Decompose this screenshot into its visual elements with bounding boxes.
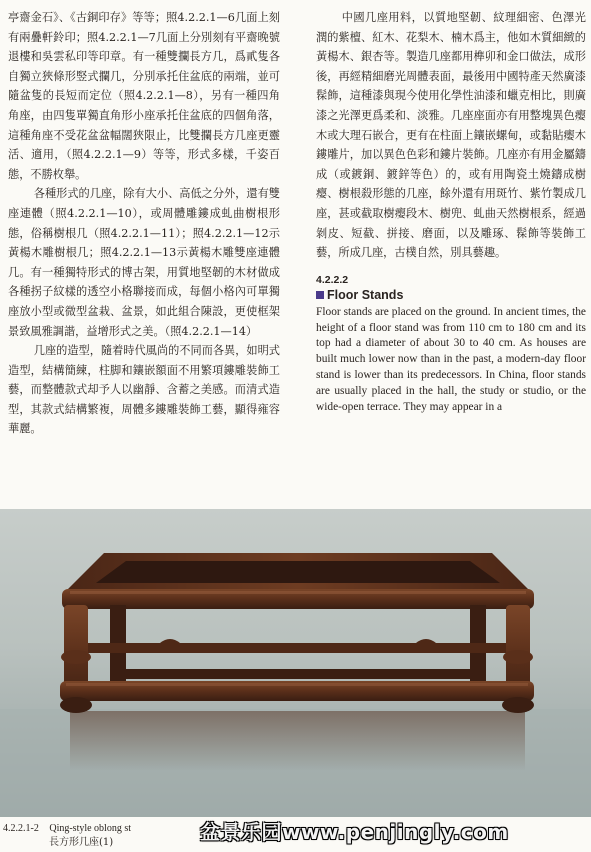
section-title: Floor Stands bbox=[327, 287, 404, 302]
left-paragraph-2: 各種形式的几座，除有大小、高低之分外，還有雙座連體（照4.2.2.1—10），或周體雕鏤成虬曲樹根形態，俗稱樹根几（照4.2.2.1—11）；照4.2.2.1—12示黃楊木雕樹根几；照4.2.2.1—13示黃楊木雕雙座連體几。有一種獨特形式的博古架，用質地堅韌的木材做成各種拐子紋樣的透空小格聯接而成，每個小格內可單獨座放小型或微型盆栽、盆景，如此組合陳設，更使框架景致風雅調諧，益增形式之美。（照4.2.2.1—14） bbox=[8, 187, 280, 338]
caption-english: Qing-style oblong st bbox=[49, 823, 132, 834]
section-number: 4.2.2.2 bbox=[316, 273, 349, 286]
oblong-stand-illustration bbox=[0, 509, 591, 817]
left-text-column bbox=[8, 8, 280, 439]
section-marker-icon bbox=[316, 291, 324, 299]
section-heading bbox=[316, 287, 586, 303]
left-paragraph-1: 亭齋金石》、《古銅印存》等等；照4.2.2.1—6几面上刻有兩疊軒鈴印；照4.2.2.1—7几面上分別刻有平齋晚號退樓和吳雲私印等印章。有一種雙攔長方几，爲貳隻各自獨立狹條形竪式攔几，分別承托住盆底的兩端，並可隨盆隻的長短而定位（照4.2.2.1—8），另有一種四角角座，由四隻單獨直角形小座承托住盆底的四個角落，這種角座不受花盆盆幅闊狹限止，比雙攔長方几座更靈活、適用，（照4.2.2.1—9）等等，形式多樣，千姿百態，不勝枚舉。 bbox=[8, 11, 280, 181]
site-watermark: 盆景乐园www.penjingly.com bbox=[200, 820, 509, 844]
caption-number: 4.2.2.1-2 bbox=[3, 823, 39, 834]
english-paragraph: Floor stands are placed on the ground. In ancient times, the height of a floor stand was from 110 cm to 180 cm and its top had a diameter of about 30 to 40 cm. As houses are built much lower now than in the past, a modern-day floor stand is lower than its predecessors. In China, floor stands are usually placed in the hall, the study or studio, or the wide-open terrace. They may appear in a bbox=[316, 305, 586, 413]
right-paragraph: 中國几座用料，以質地堅韌、紋理細密、色澤光潤的紫檀、紅木、花梨木、楠木爲主，他如木質細緻的黃楊木、銀杏等。製造几座都用榫卯和金口做法，成形後，再經精細磨光周體表面，最後用中國特產天然廣漆髹飾，這種漆與現今使用化學性油漆和蠟克相比，則廣漆之光澤更爲柔和、淡雅。几座座面亦有用整塊異色瘿木或大理石嵌合，更有在柱面上鑲嵌螺甸，或黏貼瘿木鏤雕片，加以異色色彩和鏤片裝飾。几座亦有用金屬鑄成（或鍍銅、鍍鋅等色）的，或有用陶瓷土燒鑄成樹瘿、樹根殺形態的几座，餘外還有用斑竹、紫竹製成几座，甚或截取樹瘿段木、樹兜、虬曲天然樹根系，經過剝皮、短截、拼接、磨面，以及雕琢、髹飾等裝飾工藝，所成几座，古樸自然，別具藝趣。 bbox=[316, 11, 586, 260]
caption-chinese: 長方形几座(1) bbox=[49, 837, 114, 848]
right-text-column bbox=[316, 8, 586, 415]
stand-photo bbox=[0, 509, 591, 817]
left-paragraph-3: 几座的造型，隨着時代風尚的不同而各異，如明式造型，結構簡練，柱脚和鑲嵌額面不用繁項鏤雕裝飾工藝，而整體款式却予人以幽靜、含蓄之美感。而清式造型，其款式結構繁複，周體多鏤雕裝飾工藝，顯得雍容華麗。 bbox=[8, 344, 280, 436]
